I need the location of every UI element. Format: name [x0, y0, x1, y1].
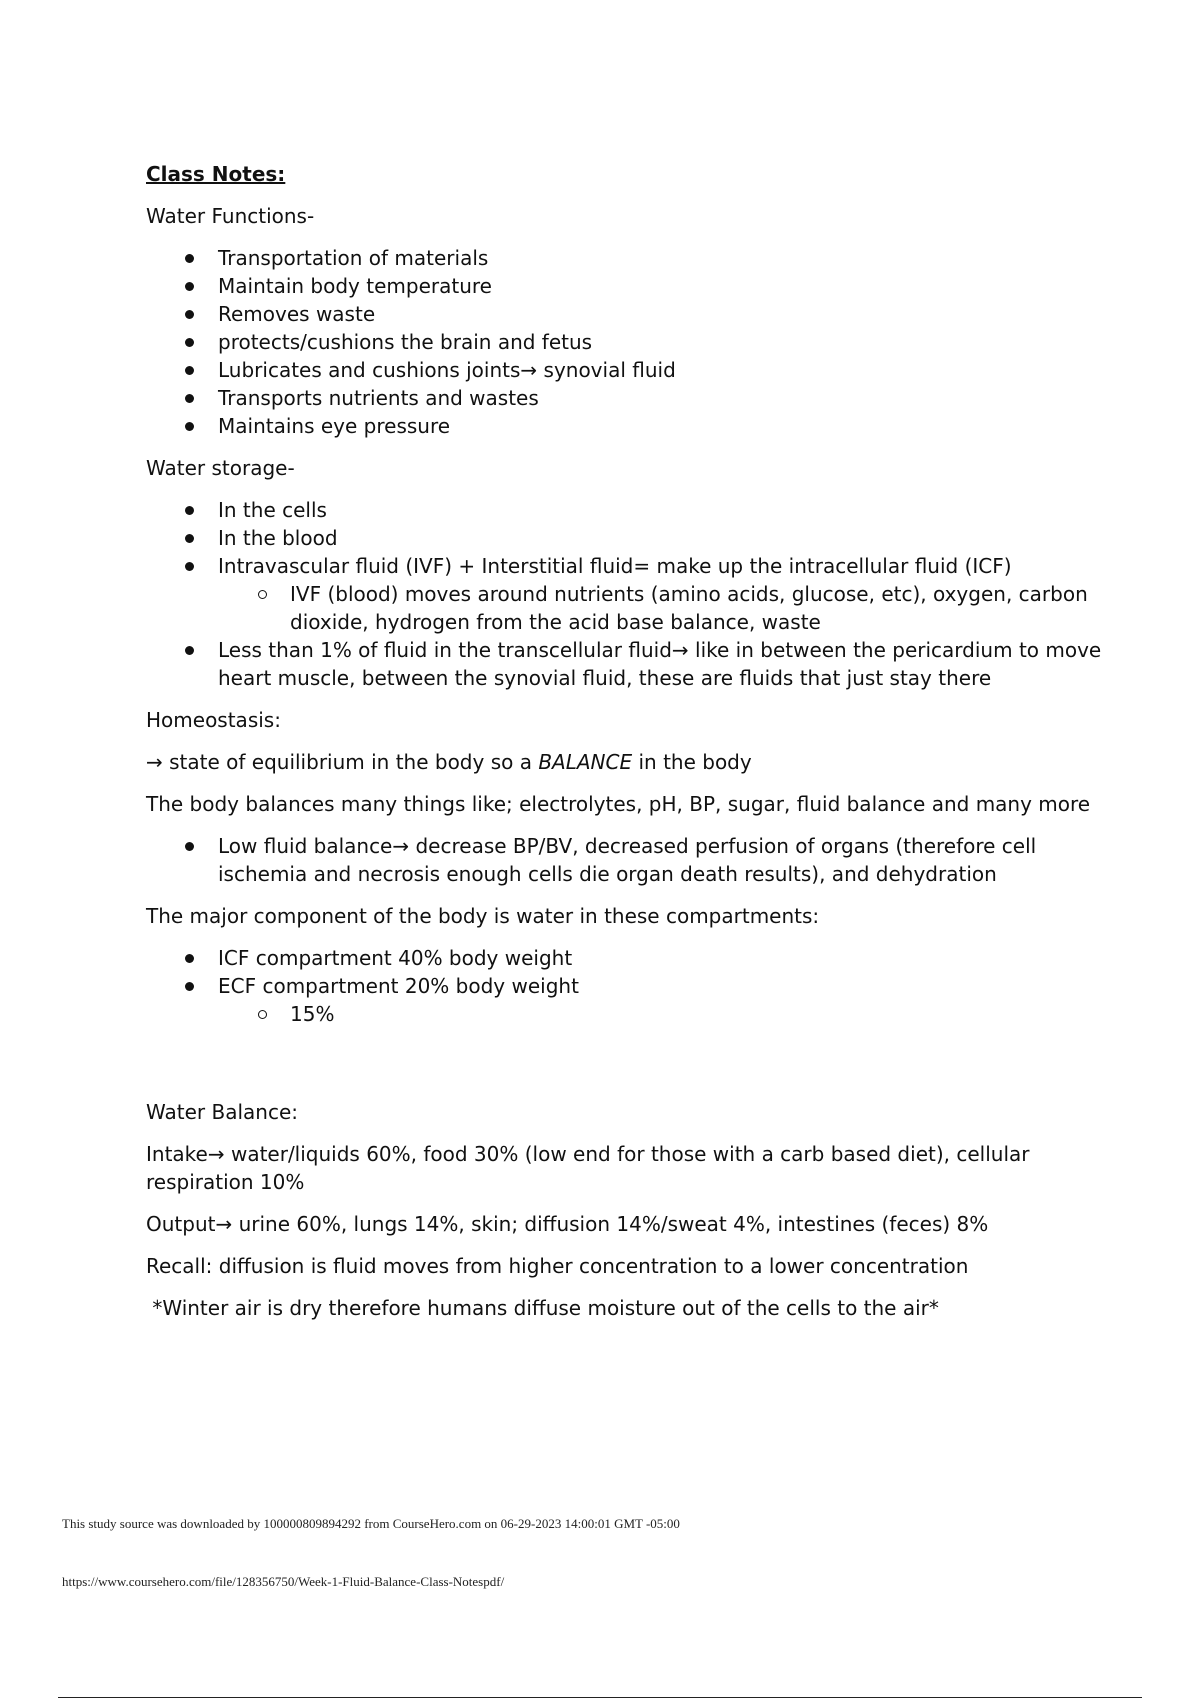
definition-emphasis: BALANCE — [538, 750, 633, 774]
list-item-text: Intravascular fluid (IVF) + Interstitial fluid= make up the intracellular fluid (ICF) — [218, 554, 1012, 578]
water-balance-recall: Recall: diffusion is fluid moves from higher concentration to a lower concentration — [146, 1254, 969, 1278]
homeostasis-list — [146, 832, 1106, 888]
blank-space — [146, 1042, 1106, 1098]
list-item: Less than 1% of fluid in the transcellular fluid→ like in between the pericardium to move heart muscle, between the synovial fluid, these are fluids that just stay there — [218, 636, 1106, 692]
definition-prefix: → state of equilibrium in the body so a — [146, 750, 539, 774]
water-functions-title: Water Functions- — [146, 204, 315, 228]
page-bottom-rule — [58, 1697, 1142, 1698]
homeostasis-balances: The body balances many things like; electrolytes, pH, BP, sugar, fluid balance and many more — [146, 792, 1091, 816]
sublist — [218, 580, 1106, 636]
definition-suffix: in the body — [632, 750, 752, 774]
sublist-item: 15% — [290, 1000, 1106, 1028]
list-item-with-sublist — [218, 552, 1106, 636]
list-item: ICF compartment 40% body weight — [218, 944, 1106, 972]
compartments-intro: The major component of the body is water in these compartments: — [146, 904, 820, 928]
footer-url[interactable]: https://www.coursehero.com/file/128356750/Week-1-Fluid-Balance-Class-Notespdf/ — [62, 1574, 505, 1589]
list-item: protects/cushions the brain and fetus — [218, 328, 1106, 356]
water-balance-intake: Intake→ water/liquids 60%, food 30% (low end for those with a carb based diet), cellular respiration 10% — [146, 1142, 1030, 1194]
list-item: Transportation of materials — [218, 244, 1106, 272]
list-item: Maintains eye pressure — [218, 412, 1106, 440]
water-balance-winter-note: *Winter air is dry therefore humans diffuse moisture out of the cells to the air* — [146, 1296, 939, 1320]
water-storage-list — [146, 496, 1106, 692]
water-functions-list — [146, 244, 1106, 440]
water-storage-title: Water storage- — [146, 456, 295, 480]
footer-source-notice: This study source was downloaded by 100000809894292 from CourseHero.com on 06-29-2023 14:00:01 GMT -05:00 — [62, 1516, 680, 1531]
notes-body — [146, 160, 1106, 1336]
list-item-text: ECF compartment 20% body weight — [218, 974, 579, 998]
list-item: In the cells — [218, 496, 1106, 524]
page-heading: Class Notes: — [146, 162, 286, 186]
list-item: Transports nutrients and wastes — [218, 384, 1106, 412]
list-item: Low fluid balance→ decrease BP/BV, decreased perfusion of organs (therefore cell ischemia and necrosis enough cells die organ death results), and dehydration — [218, 832, 1106, 888]
water-balance-output: Output→ urine 60%, lungs 14%, skin; diffusion 14%/sweat 4%, intestines (feces) 8% — [146, 1212, 989, 1236]
compartments-list — [146, 944, 1106, 1028]
sublist — [218, 1000, 1106, 1028]
homeostasis-title: Homeostasis: — [146, 708, 281, 732]
homeostasis-definition — [146, 748, 1106, 776]
list-item: Lubricates and cushions joints→ synovial fluid — [218, 356, 1106, 384]
list-item-with-sublist — [218, 972, 1106, 1028]
sublist-item: IVF (blood) moves around nutrients (amino acids, glucose, etc), oxygen, carbon dioxide, hydrogen from the acid base balance, waste — [290, 580, 1106, 636]
list-item: Maintain body temperature — [218, 272, 1106, 300]
water-balance-title: Water Balance: — [146, 1100, 298, 1124]
list-item: In the blood — [218, 524, 1106, 552]
list-item: Removes waste — [218, 300, 1106, 328]
